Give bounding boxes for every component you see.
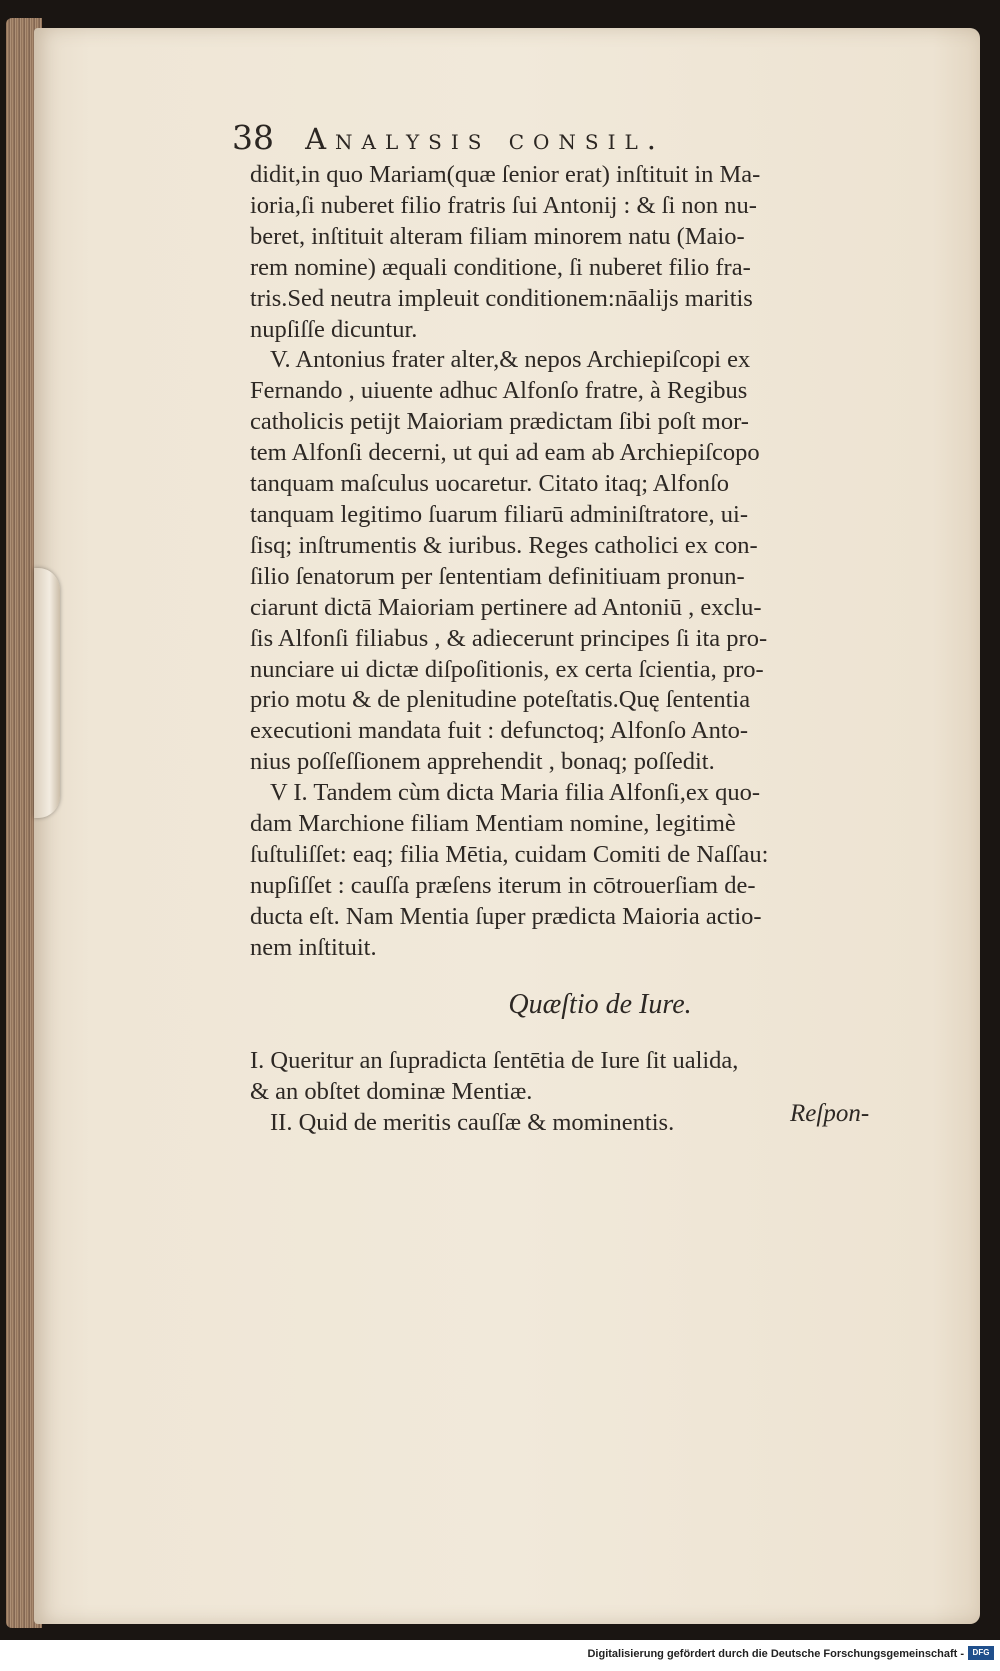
text-line: ſuſtuliſſet: eaq; filia Mētia, cuidam Comiti de Naſſau:	[250, 840, 769, 868]
text-line: nupſiſſe dicuntur.	[250, 315, 418, 343]
text-line: ciarunt dictā Maioriam pertinere ad Antoniū , exclu-	[250, 593, 762, 621]
text-line: rem nomine) æquali conditione, ſi nuberet filio fra-	[250, 253, 751, 281]
paragraph-1	[250, 160, 890, 345]
text-line: Fernando , uiuente adhuc Alfonſo fratre, à Regibus	[250, 377, 748, 405]
page-number: 38	[232, 118, 274, 157]
text-line: ſilio ſenatorum per ſententiam definitiuam pronun-	[250, 562, 745, 590]
running-head	[232, 118, 832, 157]
paragraph-3	[250, 778, 890, 963]
text-line: beret, inſtituit alteram filiam minorem natu (Maio-	[250, 222, 745, 250]
text-line: tem Alfonſi decerni, ut qui ad eam ab Archiepiſcopo	[250, 439, 760, 467]
section-heading: Quæſtio de Iure.	[508, 988, 692, 1020]
page-clasp	[34, 568, 60, 818]
text-line: nius poſſeſſionem apprehendit , bonaq; poſſedit.	[250, 748, 715, 776]
footer-bar	[0, 1640, 1000, 1671]
body-text	[250, 160, 890, 1139]
running-title: Analysis consil.	[305, 122, 666, 156]
text-line: ioria,ſi nuberet filio fratris ſui Antonij : & ſi non nu-	[250, 191, 757, 219]
text-line: tanquam maſculus uocaretur. Citato itaq; Alfonſo	[250, 470, 730, 498]
dfg-logo-icon: DFG	[968, 1646, 994, 1660]
funding-credit: Digitalisierung gefördert durch die Deutsche Forschungsgemeinschaft -	[587, 1648, 964, 1660]
text-line: executioni mandata fuit : defunctoq; Alfonſo Anto-	[250, 717, 749, 745]
text-line: nupſiſſet : cauſſa præſens iterum in cōtrouerſiam de-	[250, 871, 756, 899]
text-line: nem inſtituit.	[250, 933, 377, 961]
text-line: V I. Tandem cùm dicta Maria filia Alfonſi,ex quo-	[270, 779, 760, 807]
question-line: & an obſtet dominæ Mentiæ.	[250, 1078, 533, 1106]
text-line: V. Antonius frater alter,& nepos Archiepiſcopi ex	[270, 346, 751, 374]
text-line: nunciare ui dictæ diſpoſitionis, ex certa ſcientia, pro-	[250, 655, 764, 683]
catchword: Reſpon-	[790, 1100, 870, 1127]
text-line: dam Marchione filiam Mentiam nomine, legitimè	[250, 810, 736, 838]
text-line: catholicis petijt Maioriam prædictam ſibi poſt mor-	[250, 408, 749, 436]
text-line: ducta eſt. Nam Mentia ſuper prædicta Maioria actio-	[250, 902, 762, 930]
text-line: ſisq; inſtrumentis & iuribus. Reges catholici ex con-	[250, 531, 758, 559]
question-line: I. Queritur an ſupradicta ſentētia de Iure ſit ualida,	[250, 1047, 739, 1075]
paragraph-2	[250, 345, 890, 778]
text-line: prio motu & de plenitudine poteſtatis.Quę ſententia	[250, 686, 751, 714]
text-line: didit,in quo Mariam(quæ ſenior erat) inſtituit in Ma-	[250, 161, 761, 188]
text-line: ſis Alfonſi filiabus , & adiecerunt principes ſi ita pro-	[250, 624, 768, 652]
text-line: tanquam legitimo ſuarum filiarū adminiſtratore, ui-	[250, 500, 749, 528]
question-line: II. Quid de meritis cauſſæ & mominentis.	[270, 1109, 675, 1137]
text-line: tris.Sed neutra impleuit conditionem:nāalijs maritis	[250, 284, 753, 312]
